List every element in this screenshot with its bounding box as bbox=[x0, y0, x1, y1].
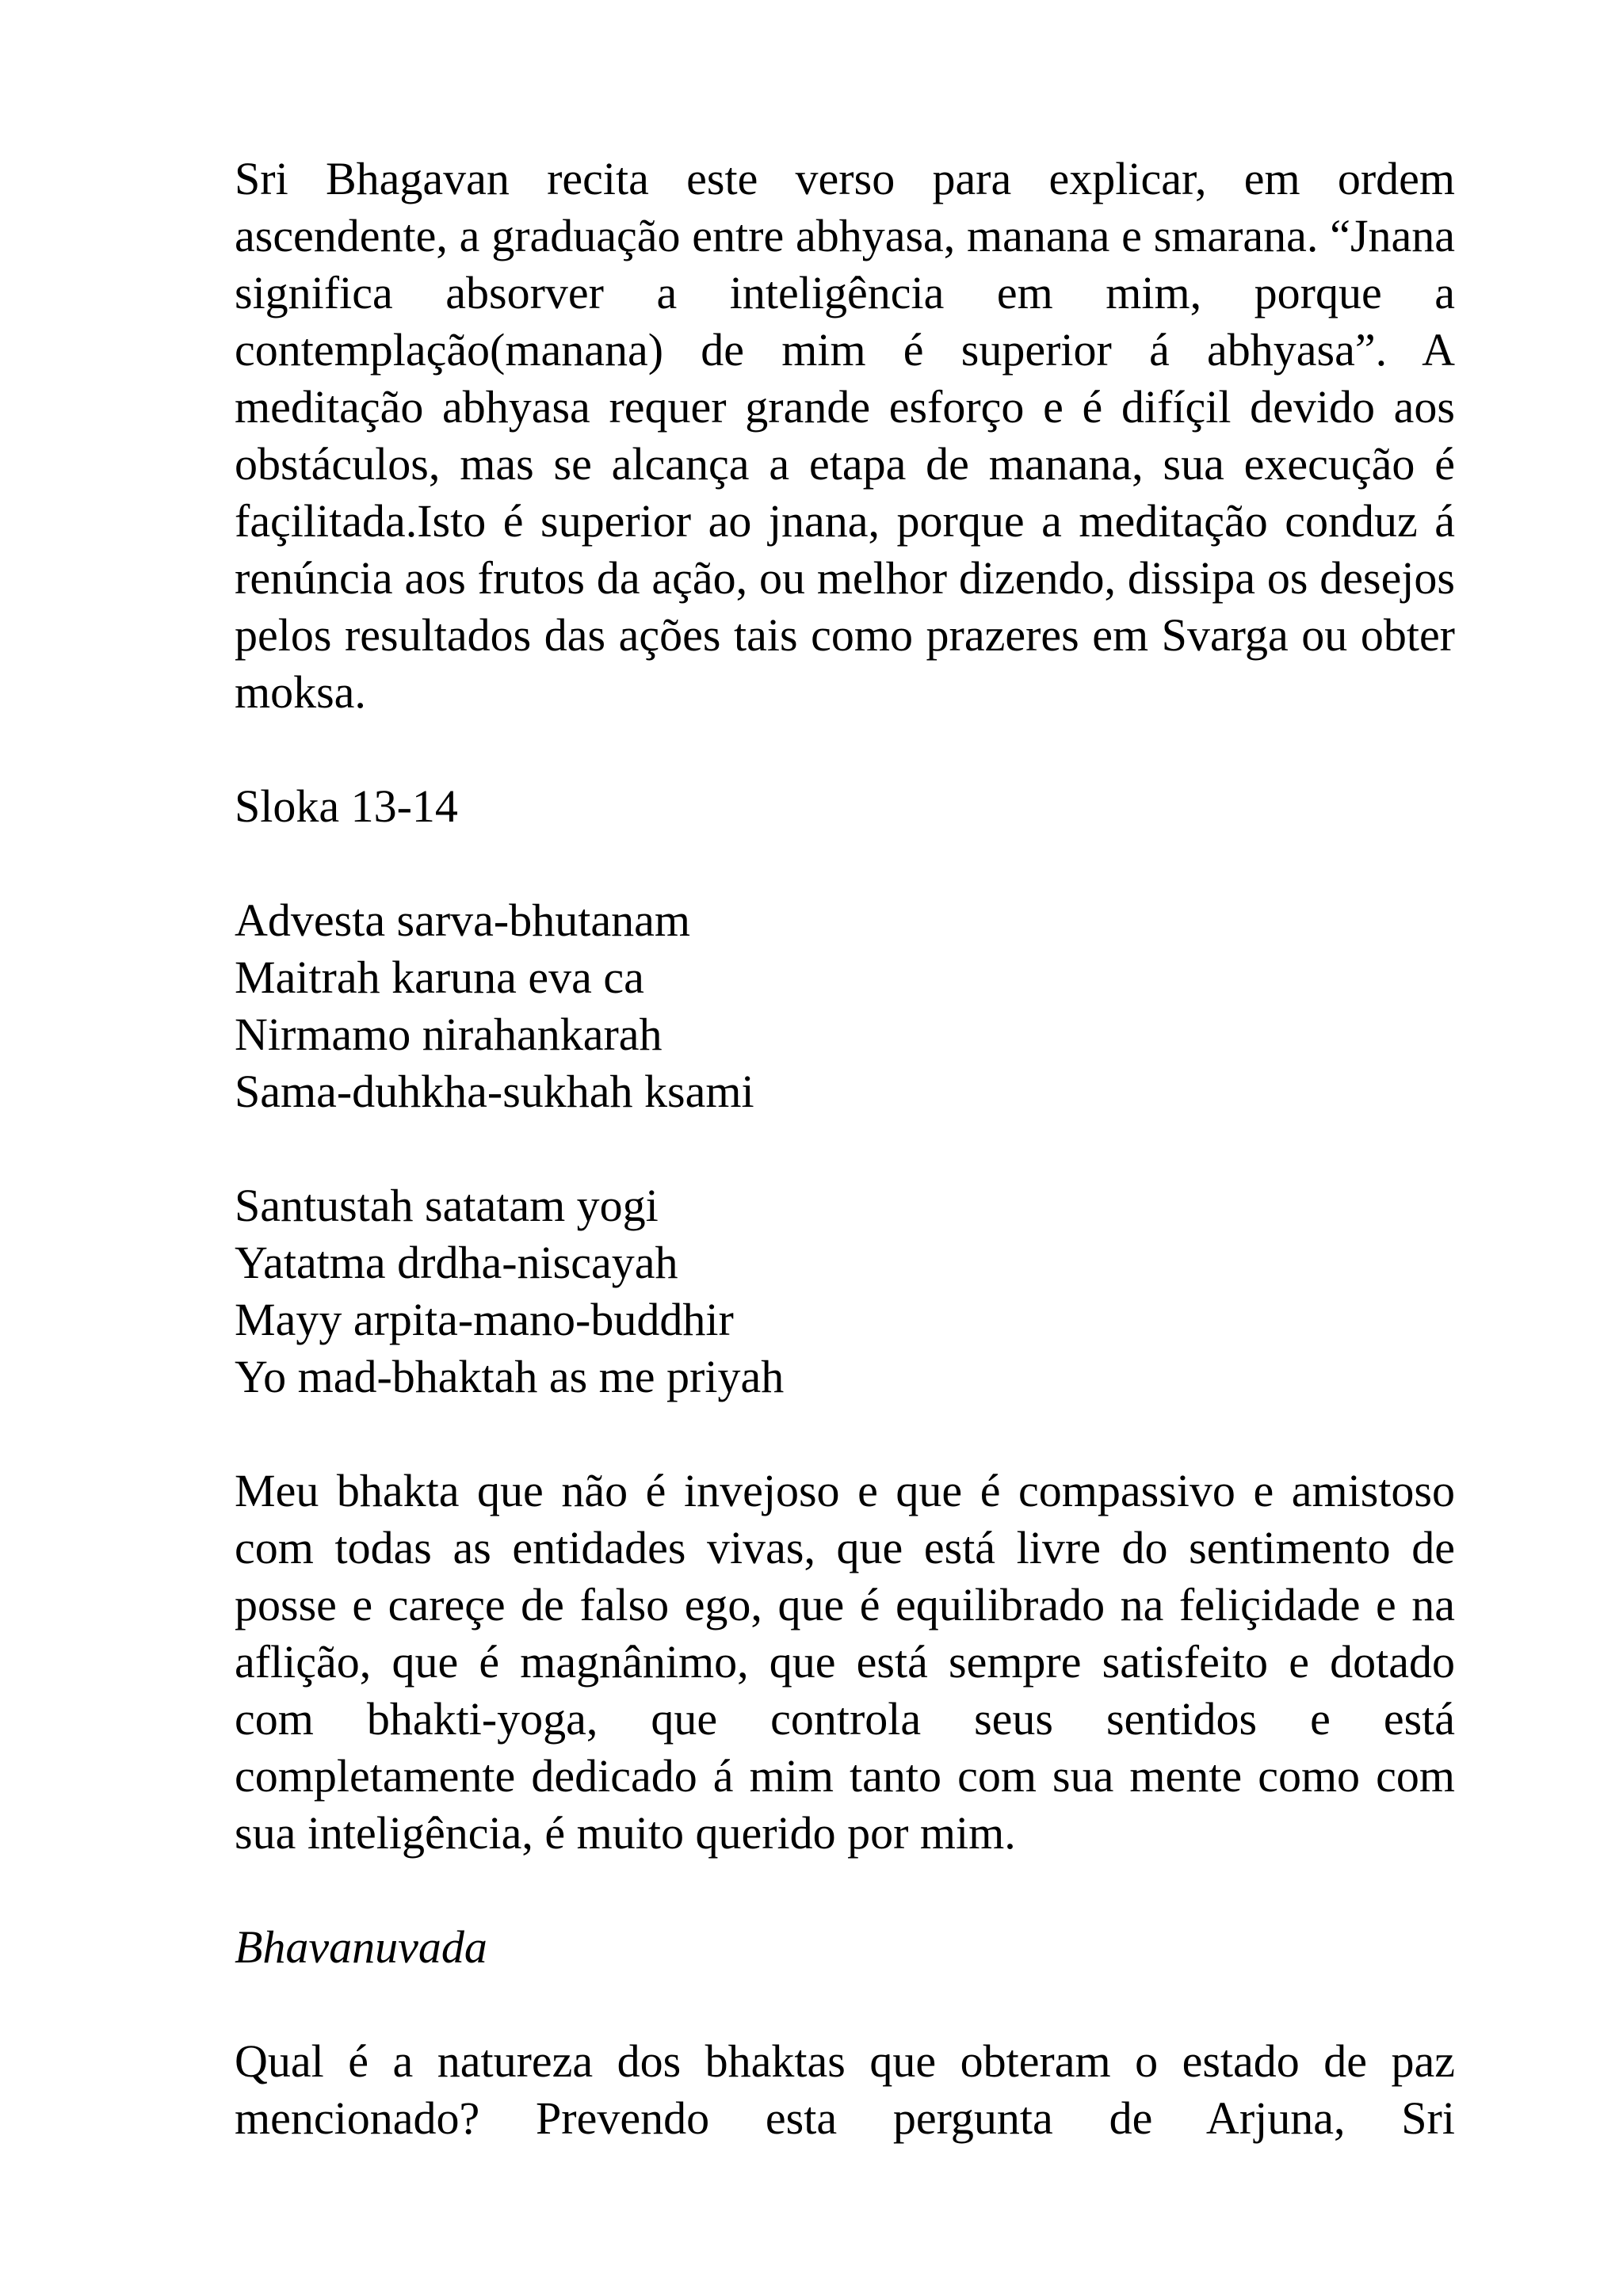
spacer bbox=[235, 721, 1455, 778]
bhavanuvada-heading: Bhavanuvada bbox=[235, 1921, 487, 1973]
verse-line: Santustah satatam yogi bbox=[235, 1180, 659, 1231]
verse-line: Nirmamo nirahankarah bbox=[235, 1009, 663, 1060]
spacer bbox=[235, 1120, 1455, 1177]
verse-stanza-2 bbox=[235, 1177, 1455, 1405]
commentary-paragraph: Sri Bhagavan recita este verso para explicar, em ordem ascendente, a graduação entre abhyasa, manana e smarana. “Jnana significa absorver a inteligência em mim, porque a contemplação(manana) de mim é superior á abhyasa”. A meditação abhyasa requer grande esforço e é difíçil devido aos obstáculos, mas se alcança a etapa de manana, sua execução é façilitada.Isto é superior ao jnana, porque a meditação conduz á renúncia aos frutos da ação, ou melhor dizendo, dissipa os desejos pelos resultados das ações tais como prazeres em Svarga ou obter moksa. bbox=[235, 153, 1455, 718]
spacer bbox=[235, 835, 1455, 892]
verse-line: Yo mad-bhaktah as me priyah bbox=[235, 1351, 785, 1402]
verse-line: Advesta sarva-bhutanam bbox=[235, 894, 690, 946]
spacer bbox=[235, 1862, 1455, 1919]
verse-line: Maitrah karuna eva ca bbox=[235, 952, 644, 1003]
spacer bbox=[235, 1976, 1455, 2033]
translation-paragraph: Meu bhakta que não é invejoso e que é compassivo e amistoso com todas as entidades vivas, que está livre do sentimento de posse e careçe de falso ego, que é equilibrado na feliçidade e na aflição, que é magnânimo, que está sempre satisfeito e dotado com bhakti-yoga, que controla seus sentidos e está completamente dedicado á mim tanto com sua mente como com sua inteligência, é muito querido por mim. bbox=[235, 1465, 1455, 1859]
verse-stanza-1 bbox=[235, 892, 1455, 1120]
page-content bbox=[235, 151, 1455, 2147]
verse-line: Sama-duhkha-sukhah ksami bbox=[235, 1066, 754, 1117]
spacer bbox=[235, 1405, 1455, 1463]
verse-line: Mayy arpita-mano-buddhir bbox=[235, 1294, 734, 1345]
bhavanuvada-paragraph: Qual é a natureza dos bhaktas que obteram o estado de paz mencionado? Prevendo esta pergunta de Arjuna, Sri bbox=[235, 2035, 1455, 2144]
verse-line: Yatatma drdha-niscayah bbox=[235, 1237, 678, 1288]
sloka-heading: Sloka 13-14 bbox=[235, 780, 458, 832]
